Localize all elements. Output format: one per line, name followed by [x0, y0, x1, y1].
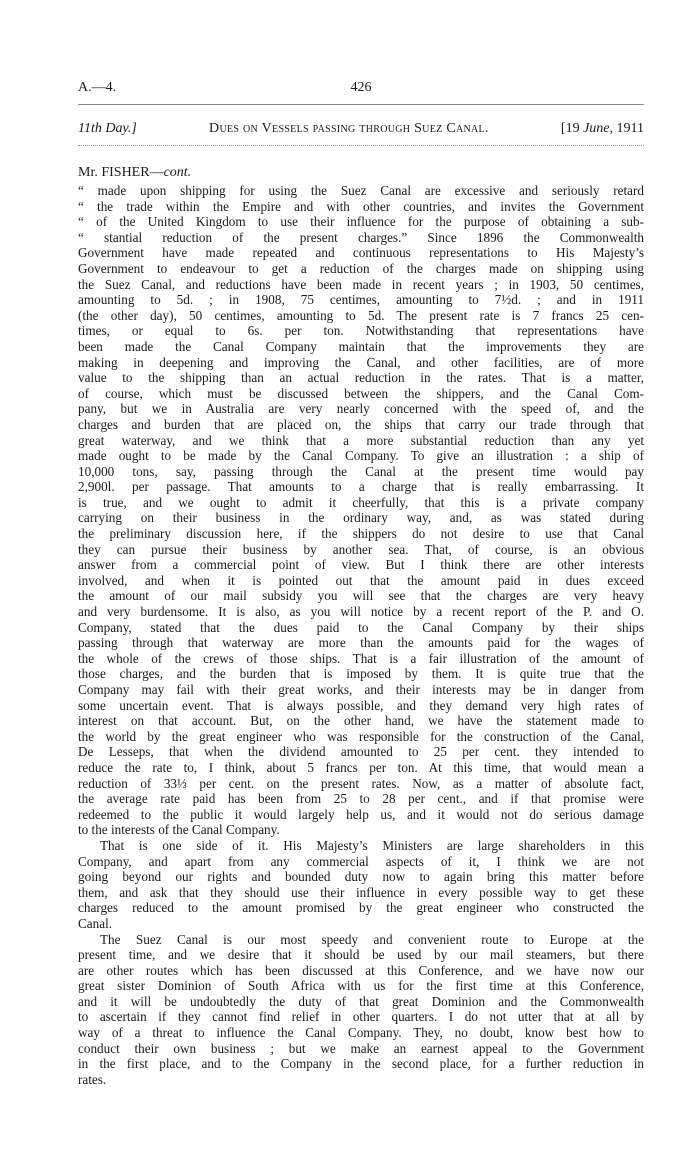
text-line: reduction of 33⅓ per cent. on the present rates. Now, as a matter of absolute fact, [78, 775, 644, 791]
header-rule-top [78, 104, 644, 105]
paragraph [78, 838, 644, 932]
text-line: Company, and apart from any commercial aspects of it, I think we are not [78, 853, 644, 869]
paragraphs [78, 183, 644, 1087]
text-line: interest on that account. But, on the other hand, we have the statement made to [78, 713, 644, 729]
text-line: going beyond our rights and bounded duty now to again bring this matter before [78, 869, 644, 885]
text-line: the amount of our mail subsidy you will see that the charges are very heavy [78, 588, 644, 604]
text-line: The Suez Canal is our most speedy and convenient route to Europe at the [100, 931, 644, 947]
text-line: involved, and when it is pointed out that the amount paid in dues exceed [78, 572, 644, 588]
text-line: the average rate paid has been from 25 to 28 per cent., and if that promise were [78, 791, 644, 807]
running-head [78, 121, 644, 137]
text-line: of course, which must be discussed between the shippers, and the Canal Com- [78, 385, 644, 401]
text-line: Canal. [78, 915, 113, 931]
page-number: 426 [350, 80, 372, 95]
text-line: been made the Canal Company maintain that the improvements they are [78, 338, 644, 354]
text-line: way of a threat to influence the Canal Company. They, no doubt, know best how to [78, 1025, 644, 1041]
speaker-name: Mr. FISHER— [78, 165, 164, 180]
text-line: “ made upon shipping for using the Suez Canal are excessive and seriously retard [78, 183, 644, 198]
page-id: A.—4. [78, 80, 117, 95]
text-line: the preliminary discussion here, if the shippers do not desire to use that Canal [78, 526, 644, 542]
text-line: value to the shipping than an actual reduction in the rates. That is a matter, [78, 370, 644, 386]
text-line: That is one side of it. His Majesty’s Ministers are large shareholders in this [100, 837, 644, 853]
date-open: [19 [560, 121, 584, 136]
text-line: they can pursue their business by another sea. That, of course, is an obvious [78, 541, 644, 557]
text-line: and it will be undoubtedly the duty of that great Dominion and the Commonwealth [78, 993, 644, 1009]
day-label: 11th Day.] [78, 121, 137, 136]
header-rule-bottom [78, 145, 644, 146]
text-line: “ the trade within the Empire and with other countries, and invites the Government [78, 198, 644, 214]
date-label [561, 121, 644, 137]
text-line: making in deepening and improving the Canal, and other facilities, are of more [78, 354, 644, 370]
text-line: redeemed to the public it would largely help us, and it would not do serious damage [78, 806, 644, 822]
text-line: Company may fail with their great works, and their interests may be in danger from [78, 682, 644, 697]
text-line: is true, and we ought to admit it cheerfully, that this is a private company [78, 494, 644, 510]
text-line: made ought to be made by the Canal Company. To give an illustration : a ship of [78, 448, 644, 464]
paragraph [78, 183, 644, 838]
text-line: in the first place, and to the Company in the second place, for a further reduction in [78, 1056, 644, 1072]
text-line: Company, stated that the dues paid to the Canal Company by their ships [78, 619, 644, 635]
speaker-heading [78, 165, 644, 182]
text-line: charges reduced to the amount promised by the great engineer who constructed the [78, 900, 644, 916]
text-line: great waterway, and we think that a more substantial reduction than any yet [78, 432, 644, 448]
text-line: the Suez Canal, and reductions have been made in recent years ; in 1903, 50 centimes, [78, 276, 644, 292]
text-line: pany, but we in Australia are very nearly concerned with the speed of, and the [78, 401, 644, 417]
paragraph [78, 932, 644, 1088]
text-line: charges and burden that are placed on, the ships that carry our trade through that [78, 416, 644, 432]
text-line: De Lesseps, that when the dividend amounted to 25 per cent. they intended to [78, 744, 644, 760]
text-line: 2,900l. per passage. That amounts to a charge that is really embarrassing. It [78, 479, 644, 495]
text-line: the whole of the crews of those ships. That is a fair illustration of the amount of [78, 650, 644, 666]
date-year: , 1911 [609, 121, 644, 136]
text-line: some uncertain event. That is always possible, and they demand very high rates of [78, 697, 644, 713]
text-line: Government have made repeated and continuous representations to His Majesty’s [78, 245, 644, 261]
text-line: great sister Dominion of South Africa with us for the first time at this Conference, [78, 978, 644, 994]
running-title: Dues on Vessels passing through Suez Canal. [209, 121, 489, 136]
text-line: (the other day), 50 centimes, amounting to 5d. The present rate is 7 francs 25 cen- [78, 307, 644, 323]
text-line: “ of the United Kingdom to use their influence for the purpose of obtaining a sub- [78, 214, 644, 230]
text-line: answer from a commercial point of view. But I think there are other interests [78, 557, 644, 573]
text-line: 10,000 tons, say, passing through the Canal at the present time would pay [78, 463, 644, 479]
text-line: times, or equal to 6s. per ton. Notwithstanding that representations have [78, 323, 644, 339]
date-month: June [583, 121, 610, 136]
text-line: Government to endeavour to get a reduction of the charges made on shipping using [78, 260, 644, 276]
text-line: reduce the rate to, I think, about 5 francs per ton. At this time, that would mean a [78, 759, 644, 775]
speaker-cont: cont. [163, 165, 192, 180]
text-line: those charges, and the burden that is imposed by them. It is quite true that the [78, 666, 644, 682]
text-line: the world by the great engineer who was responsible for the construction of the Canal, [78, 728, 644, 744]
text-line: rates. [78, 1071, 107, 1087]
text-line: to ascertain if they cannot find relief in other quarters. I do not utter that at all by [78, 1009, 644, 1025]
page-top-line [78, 80, 644, 96]
body-text [78, 165, 644, 1087]
text-line: “ stantial reduction of the present charges.” Since 1896 the Commonwealth [78, 229, 644, 245]
text-line: amounting to 5d. ; in 1908, 75 centimes, amounting to 7½d. ; and in 1911 [78, 292, 644, 308]
text-line: and very burdensome. It is also, as you will notice by a recent report of the P. and O. [78, 604, 644, 620]
text-line: passing through that waterway are more than the amounts paid for the wages of [78, 635, 644, 651]
text-line: carrying on their business in the ordinary way, and, as was stated during [78, 510, 644, 526]
text-line: conduct their own business ; but we make an earnest appeal to the Government [78, 1040, 644, 1056]
text-line: them, and ask that they should use their influence in every possible way to get these [78, 884, 644, 900]
text-line: to the interests of the Canal Company. [78, 822, 280, 838]
text-line: present time, and we desire that it should be used by our mail steamers, but there [78, 947, 644, 963]
text-line: are other routes which has been discussed at this Conference, and we have now our [78, 962, 644, 978]
